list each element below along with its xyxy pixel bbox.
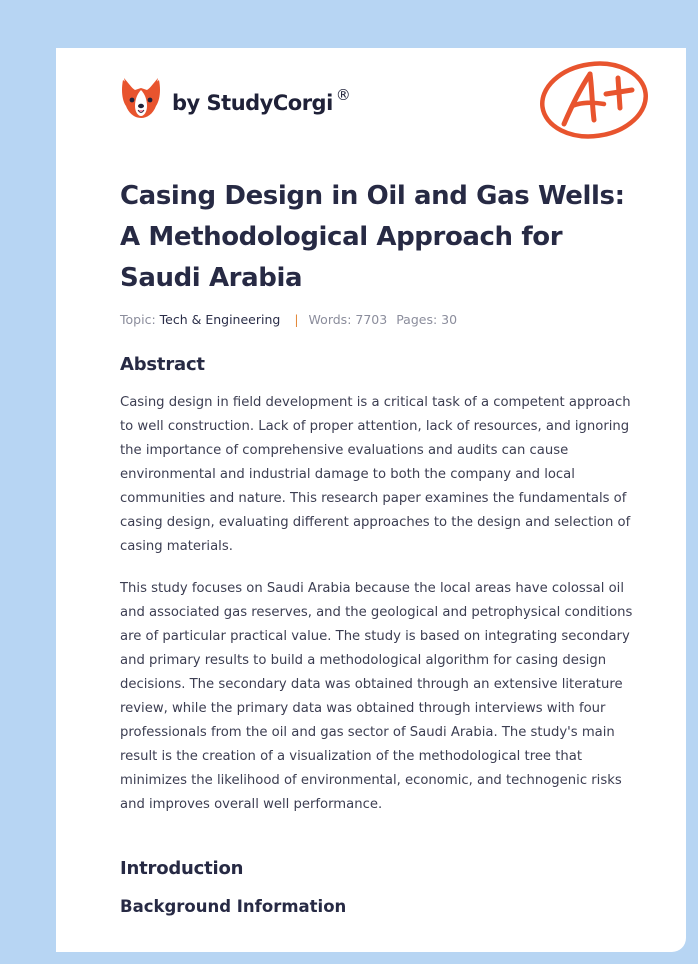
introduction-heading: Introduction: [120, 858, 244, 879]
abstract-heading: Abstract: [120, 354, 205, 375]
abstract-paragraph-2: This study focuses on Saudi Arabia because the local areas have colossal oil and associated gas reserves, and the geological and petrophysical conditions are of particular practical value. The study is based on integrating secondary and primary results to build a methodological algorithm for casing design decisions. The secondary data was obtained through an extensive literature review, while the primary data was obtained through interviews with four professionals from the oil and gas sector of Saudi Arabia. The study's main result is the creation of a visualization of the methodological tree that minimizes the likelihood of environmental, economic, and technogenic risks and improves overall well performance.: [120, 581, 633, 812]
background-heading: Background Information: [120, 897, 347, 916]
abstract-paragraph-1: Casing design in field development is a critical task of a competent approach to well construction. Lack of proper attention, lack of resources, and ignoring the importance of comprehensive evaluations and audits can cause environmental and industrial damage to both the company and local communities and nature. This research paper examines the fundamentals of casing design, evaluating different approaches to the design and selection of casing materials.: [120, 395, 631, 554]
studycorgi-logo[interactable]: [120, 76, 350, 120]
document-meta: [120, 312, 457, 327]
brand-name: by StudyCorgi ®: [172, 86, 351, 115]
corgi-icon: [120, 76, 162, 120]
topic-link[interactable]: Tech & Engineering: [159, 312, 281, 327]
topic-label: Topic:: [120, 312, 156, 327]
a-plus-grade-icon: [538, 58, 650, 142]
document-title: Casing Design in Oil and Gas Wells: A Methodological Approach for Saudi Arabia: [120, 181, 625, 293]
page-count: Pages: 30: [396, 312, 458, 327]
word-count: Words: 7703: [308, 312, 388, 327]
document-card: [56, 48, 686, 952]
meta-separator: |: [294, 312, 299, 327]
